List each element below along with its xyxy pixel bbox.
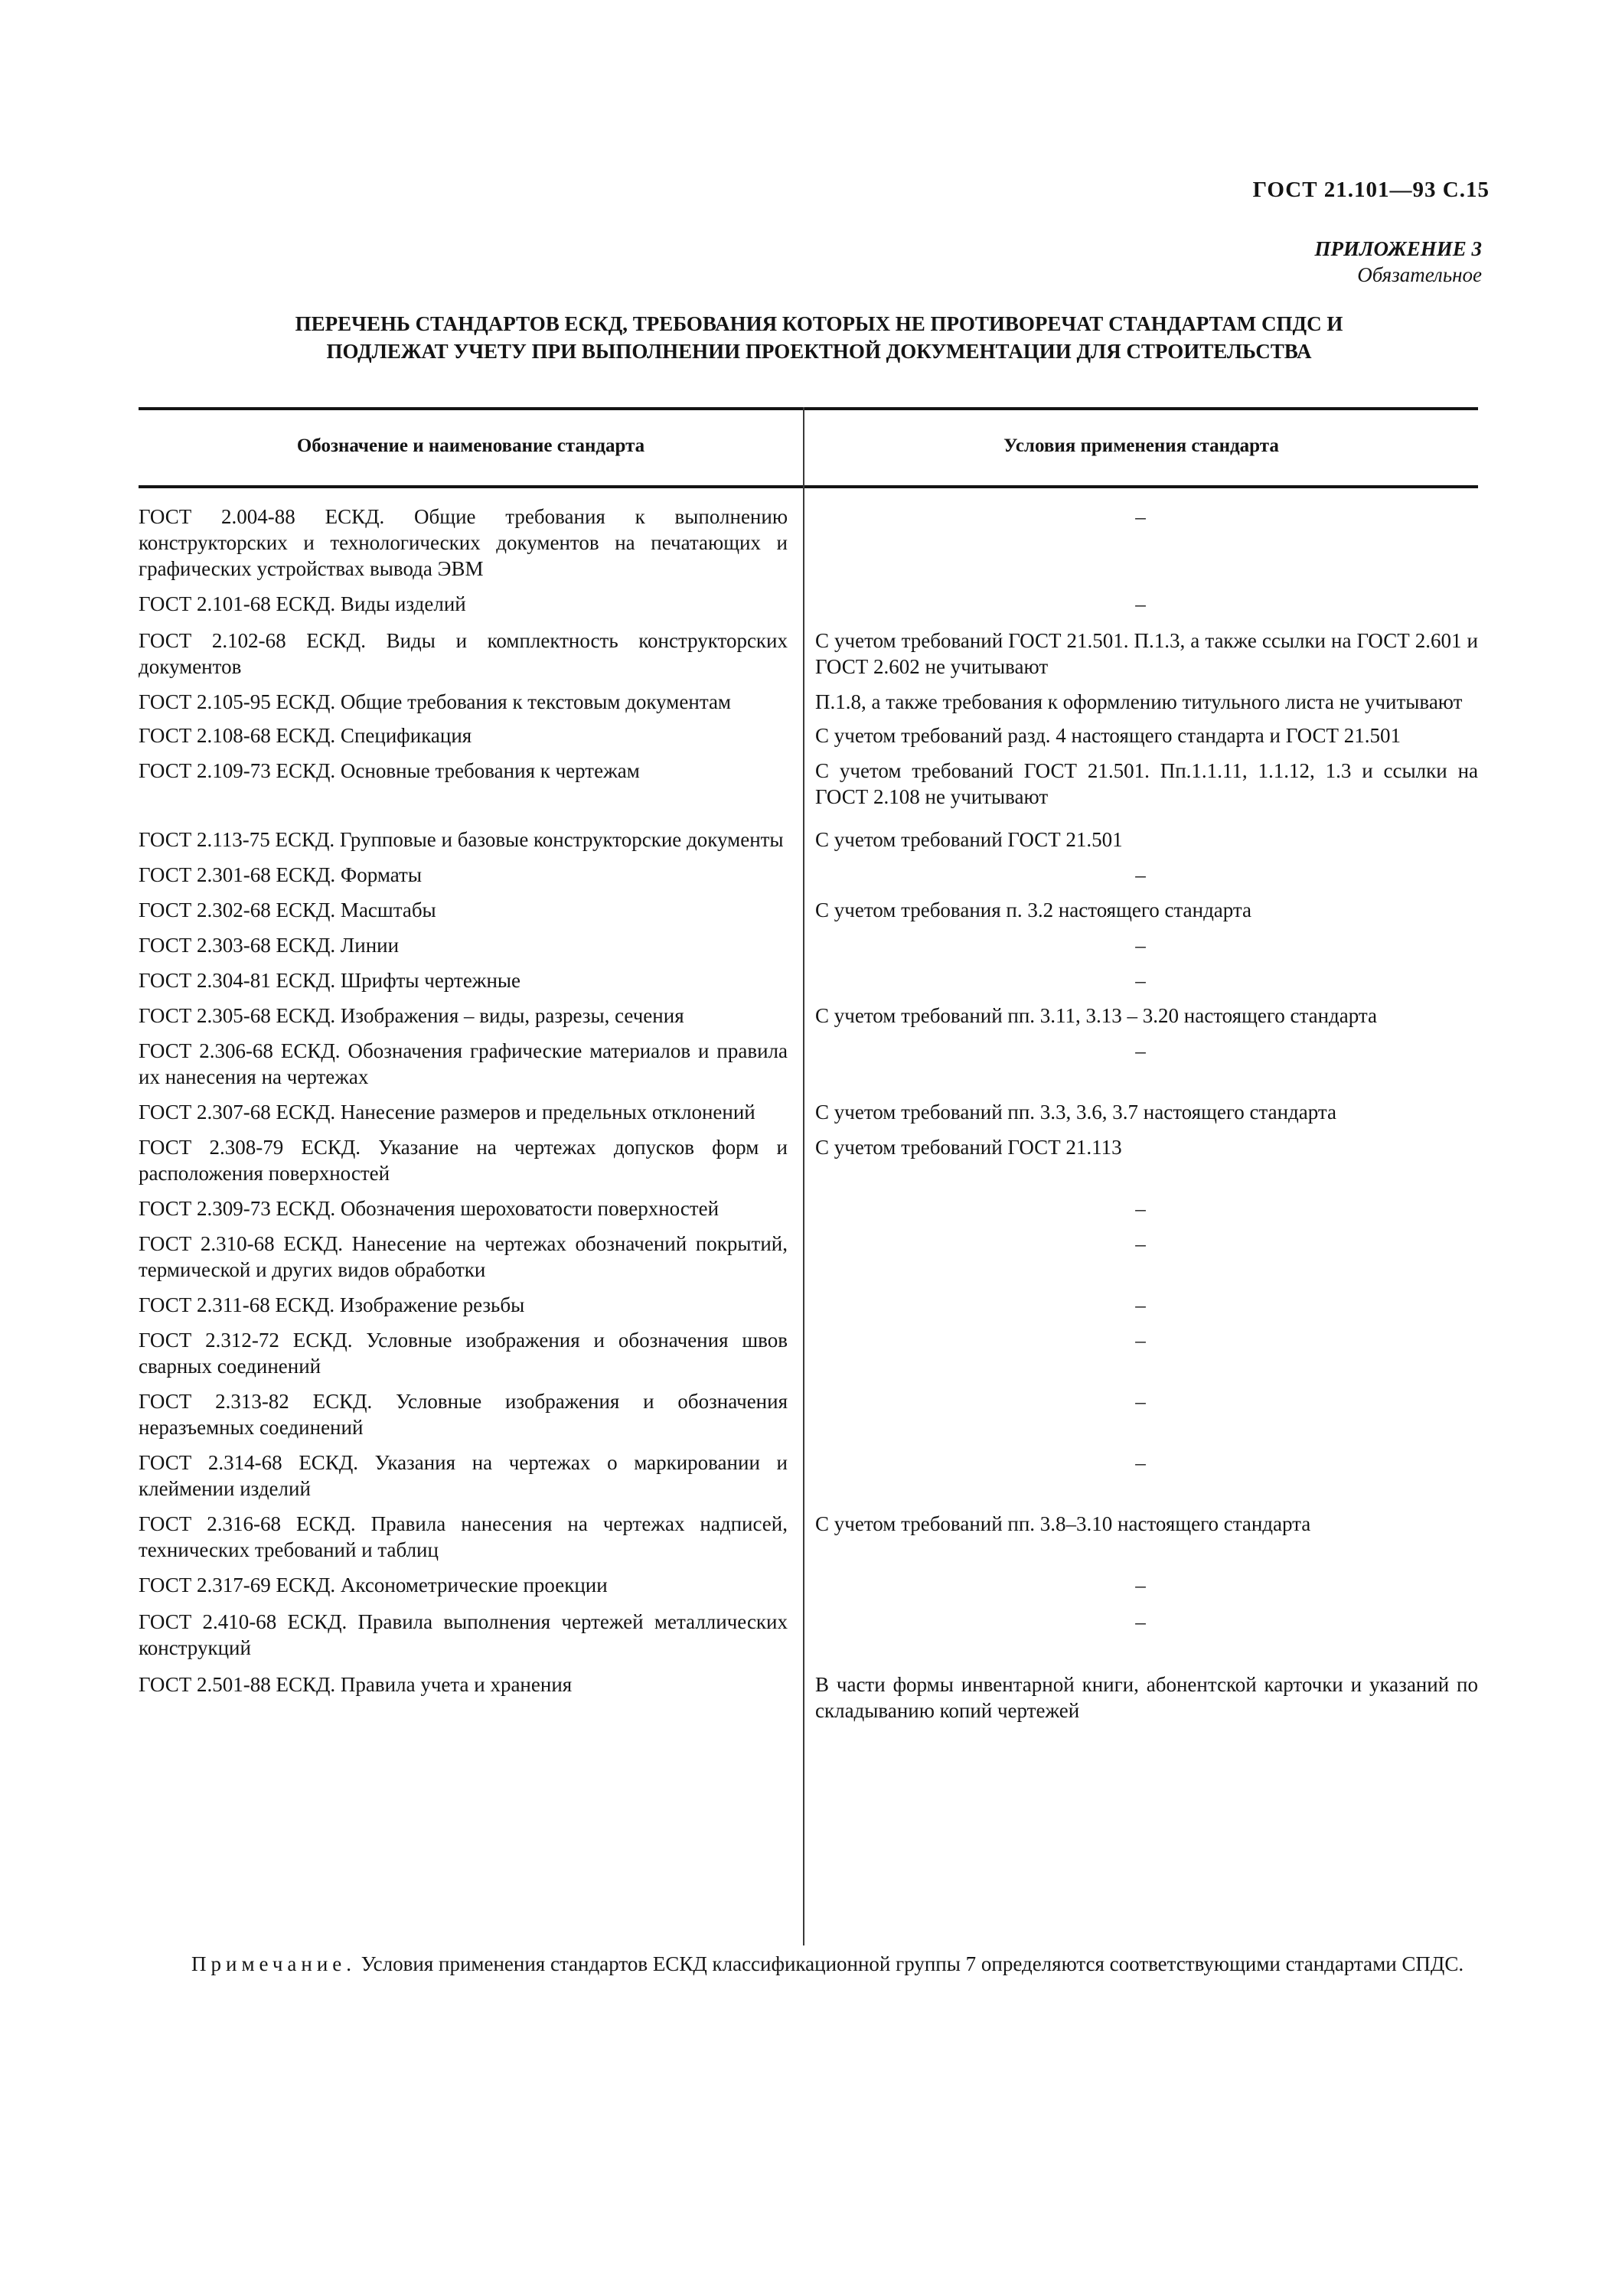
table-row [139,827,1478,853]
table-row [139,591,1478,617]
cell-standard: ГОСТ 2.102-68 ЕСКД. Виды и комплектность конструкторских документов [139,629,788,678]
title-line-2: ПОДЛЕЖАТ УЧЕТУ ПРИ ВЫПОЛНЕНИИ ПРОЕКТНОЙ ДОКУМЕНТАЦИИ ДЛЯ СТРОИТЕЛЬСТВА [326,340,1312,363]
cell-condition: – [1135,1610,1146,1633]
table-row [139,862,1478,888]
table-header-rule [139,485,1478,488]
cell-condition: – [1135,1293,1146,1316]
table-row [139,1572,1478,1598]
cell-condition: В части формы инвентарной книги, абонентской карточки и указаний по складыванию копий чертежей [815,1673,1478,1722]
table-row [139,1099,1478,1125]
table-row [139,1003,1478,1029]
table-row [139,897,1478,923]
cell-standard: ГОСТ 2.301-68 ЕСКД. Форматы [139,863,422,886]
table-row [139,1134,1478,1186]
cell-condition: – [1135,863,1146,886]
column-header-standard: Обозначение и наименование стандарта [296,435,645,456]
table-row [139,722,1478,748]
cell-condition: – [1135,1451,1146,1474]
cell-standard: ГОСТ 2.305-68 ЕСКД. Изображения – виды, разрезы, сечения [139,1004,684,1027]
cell-standard: ГОСТ 2.302-68 ЕСКД. Масштабы [139,899,436,921]
table-row [139,1038,1478,1090]
cell-standard: ГОСТ 2.306-68 ЕСКД. Обозначения графические материалов и правила их нанесения на чертежах [139,1039,788,1088]
cell-standard: ГОСТ 2.410-68 ЕСКД. Правила выполнения чертежей металлических конструкций [139,1610,788,1659]
cell-condition: – [1135,1039,1146,1062]
column-header-condition: Условия применения стандарта [1003,435,1279,456]
cell-condition: – [1135,1329,1146,1352]
cell-condition: С учетом требований ГОСТ 21.501. П.1.3, а также ссылки на ГОСТ 2.601 и ГОСТ 2.602 не учитывают [815,629,1478,678]
cell-condition: – [1135,1574,1146,1596]
cell-standard: ГОСТ 2.308-79 ЕСКД. Указание на чертежах допусков форм и расположения поверхностей [139,1136,788,1185]
cell-standard: ГОСТ 2.105-95 ЕСКД. Общие требования к текстовым документам [139,690,732,713]
table-row [139,758,1478,810]
cell-condition: – [1135,1197,1146,1220]
table-row [139,1292,1478,1318]
document-title [138,310,1500,365]
cell-condition: – [1135,505,1146,528]
footnote-label: Примечание. [191,1952,357,1975]
cell-standard: ГОСТ 2.501-88 ЕСКД. Правила учета и хранения [139,1673,573,1696]
cell-standard: ГОСТ 2.309-73 ЕСКД. Обозначения шероховатости поверхностей [139,1197,720,1220]
table-row [139,1450,1478,1502]
cell-condition: П.1.8, а также требования к оформлению титульного листа не учитывают [815,690,1463,713]
table-row [139,1671,1478,1724]
cell-standard: ГОСТ 2.316-68 ЕСКД. Правила нанесения на чертежах надписей, технических требований и таблиц [139,1512,788,1561]
cell-condition: – [1135,592,1146,615]
table-row [139,1327,1478,1379]
page-reference: ГОСТ 21.101—93 С.15 [1252,178,1490,202]
cell-standard: ГОСТ 2.304-81 ЕСКД. Шрифты чертежные [139,969,521,992]
table-row [139,1388,1478,1440]
appendix-label: ПРИЛОЖЕНИЕ 3 [1314,237,1482,260]
cell-condition: С учетом требований разд. 4 настоящего стандарта и ГОСТ 21.501 [815,724,1401,747]
table-row [139,1511,1478,1563]
standards-table [139,407,1478,1945]
cell-standard: ГОСТ 2.310-68 ЕСКД. Нанесение на чертежах обозначений покрытий, термической и других видов обработки [139,1232,788,1281]
cell-condition: С учетом требований ГОСТ 21.113 [815,1136,1122,1159]
cell-standard: ГОСТ 2.314-68 ЕСКД. Указания на чертежах о маркировании и клеймении изделий [139,1451,788,1500]
cell-condition: – [1135,1390,1146,1413]
cell-condition: С учетом требований ГОСТ 21.501 [815,828,1123,851]
cell-condition: – [1135,934,1146,957]
table-row [139,1195,1478,1221]
table-row [139,967,1478,993]
table-row [139,504,1478,582]
cell-standard: ГОСТ 2.307-68 ЕСКД. Нанесение размеров и предельных отклонений [139,1101,755,1124]
appendix-status: Обязательное [1357,263,1482,286]
cell-standard: ГОСТ 2.303-68 ЕСКД. Линии [139,934,400,957]
table-row [139,932,1478,958]
cell-standard: ГОСТ 2.101-68 ЕСКД. Виды изделий [139,592,466,615]
cell-standard: ГОСТ 2.317-69 ЕСКД. Аксонометрические проекции [139,1574,608,1596]
cell-standard: ГОСТ 2.004-88 ЕСКД. Общие требования к выполнению конструкторских и технологических документов на печатающих и графических устройствах вывода ЭВМ [139,505,788,580]
table-row [139,1231,1478,1283]
table-row [139,1609,1478,1661]
cell-condition: С учетом требований пп. 3.8–3.10 настоящего стандарта [815,1512,1311,1535]
cell-condition: – [1135,969,1146,992]
cell-standard: ГОСТ 2.113-75 ЕСКД. Групповые и базовые конструкторские документы [139,828,784,851]
cell-standard: ГОСТ 2.108-68 ЕСКД. Спецификация [139,724,472,747]
cell-standard: ГОСТ 2.313-82 ЕСКД. Условные изображения и обозначения неразъемных соединений [139,1390,788,1439]
cell-condition: С учетом требований пп. 3.11, 3.13 – 3.20 настоящего стандарта [815,1004,1378,1027]
cell-condition: С учетом требований ГОСТ 21.501. Пп.1.1.11, 1.1.12, 1.3 и ссылки на ГОСТ 2.108 не учитывают [815,759,1478,808]
cell-condition: С учетом требования п. 3.2 настоящего стандарта [815,899,1252,921]
table-row [139,628,1478,680]
cell-condition: С учетом требований пп. 3.3, 3.6, 3.7 настоящего стандарта [815,1101,1337,1124]
table-row [139,689,1478,715]
appendix-block [1314,236,1482,288]
cell-standard: ГОСТ 2.312-72 ЕСКД. Условные изображения и обозначения швов сварных соединений [139,1329,788,1378]
cell-standard: ГОСТ 2.311-68 ЕСКД. Изображение резьбы [139,1293,525,1316]
title-line-1: ПЕРЕЧЕНЬ СТАНДАРТОВ ЕСКД, ТРЕБОВАНИЯ КОТОРЫХ НЕ ПРОТИВОРЕЧАТ СТАНДАРТАМ СПДС И [295,312,1343,335]
footnote-text: Условия применения стандартов ЕСКД классификационной группы 7 определяются соответствующими стандартами СПДС. [361,1952,1464,1975]
footnote [138,1950,1477,1978]
cell-condition: – [1135,1232,1146,1255]
cell-standard: ГОСТ 2.109-73 ЕСКД. Основные требования к чертежам [139,759,640,782]
table-body [139,504,1478,1733]
